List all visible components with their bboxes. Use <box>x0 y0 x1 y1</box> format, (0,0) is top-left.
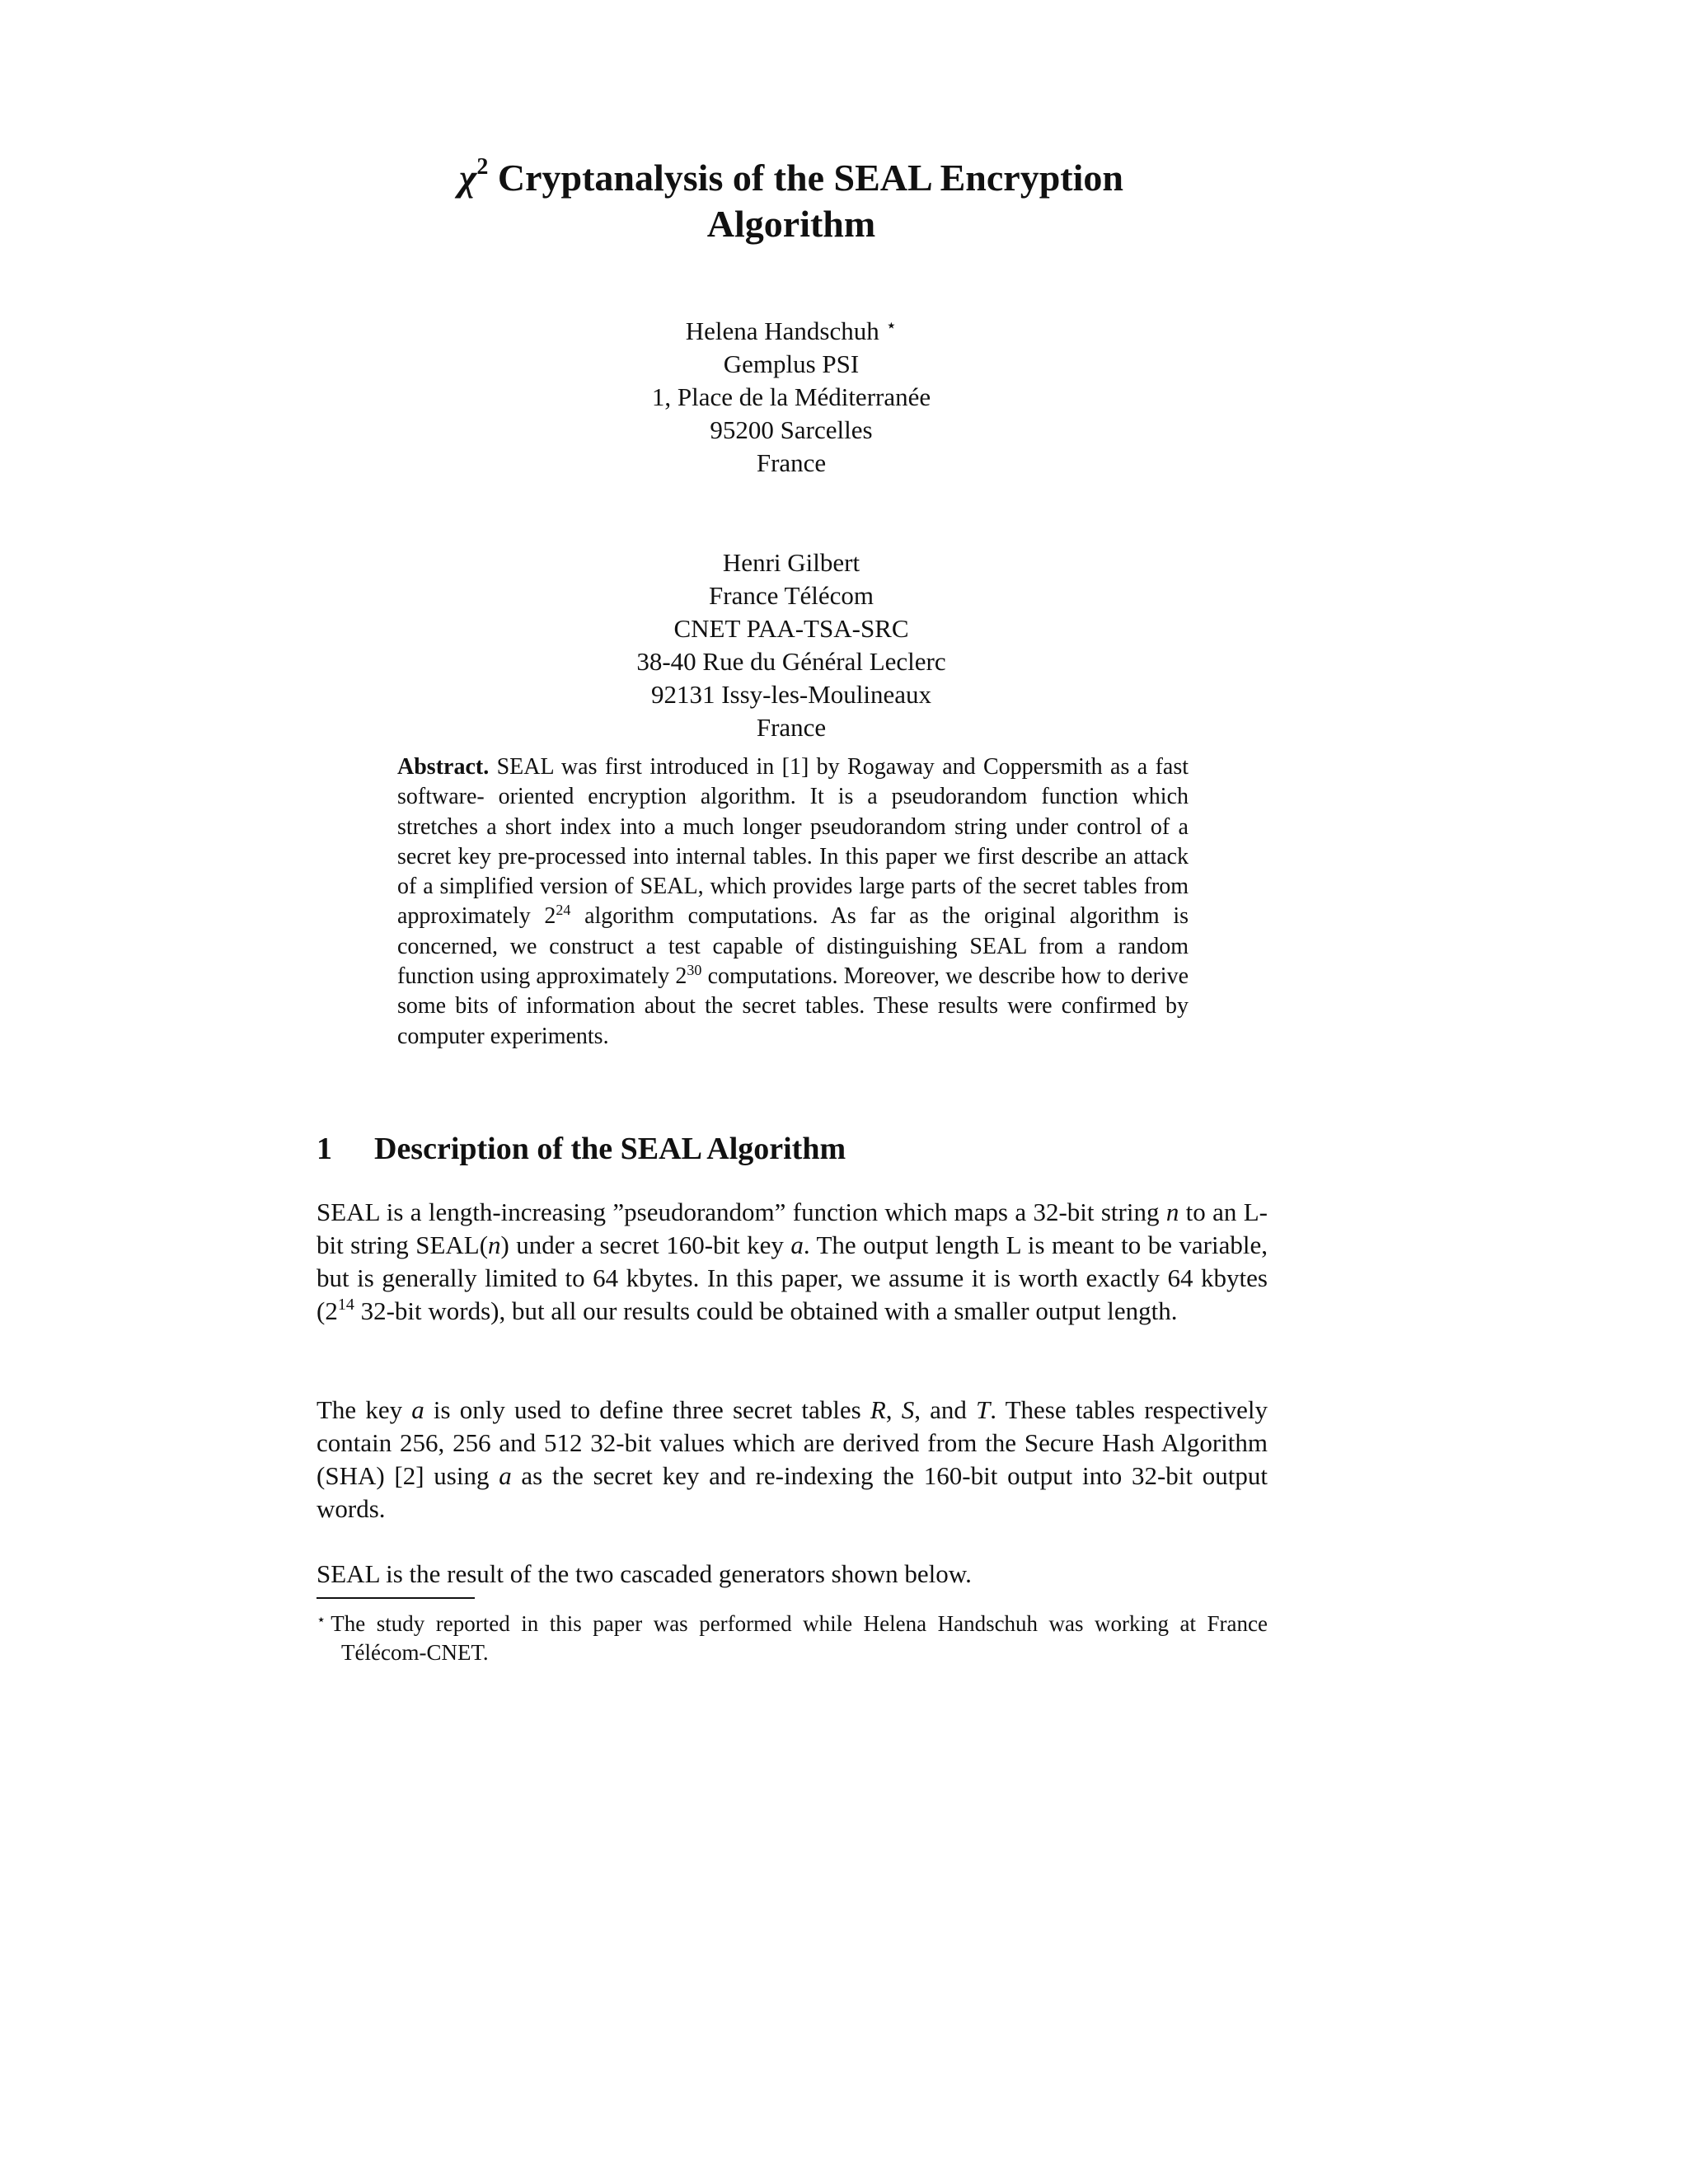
abstract-text-3: computations. Moreover, we describe how to derive some bits of information about the secret tables. These results were confirmed by computer experiments. <box>397 963 1189 1049</box>
abstract-text-1: SEAL was first introduced in [1] by Rogaway and Coppersmith as a fast software- oriented encryption algorithm. It is a pseudorandom function which stretches a short index into a much longer pseudorandom string under control of a secret key pre-processed into internal tables. In this paper we first describe an attack of a simplified version of SEAL, which provides large parts of the secret tables from approximately 2 <box>397 754 1189 930</box>
para-1-text-3: ) under a secret 160-bit key <box>500 1230 791 1259</box>
author-1-country: France <box>756 448 827 477</box>
abstract <box>397 752 1189 1052</box>
author-2-name: Henri Gilbert <box>722 548 860 577</box>
var-a: a <box>790 1230 804 1259</box>
var-n: n <box>488 1230 501 1259</box>
title-superscript: 2 <box>476 154 489 180</box>
footnote-marker: ⋆ <box>885 315 898 335</box>
paragraph-1 <box>316 1196 1268 1328</box>
para-2-text-3: , <box>885 1395 902 1424</box>
abstract-text-2: algorithm computations. As far as the original algorithm is concerned, we construct a test capable of distinguishing SEAL from a random function using approximately 2 <box>397 903 1189 990</box>
author-2-affiliation: France Télécom <box>709 581 874 610</box>
author-2-country: France <box>756 713 827 742</box>
var-n: n <box>1165 1197 1179 1226</box>
author-1-address-city: 95200 Sarcelles <box>710 415 873 444</box>
paper-title <box>313 155 1269 247</box>
para-2-text-6: as the secret key and re-indexing the 160-bit output into 32-bit output words. <box>316 1461 1268 1523</box>
title-line-2: Algorithm <box>706 203 876 245</box>
para-1-text-5: 32-bit words), but all our results could be obtained with a smaller output length. <box>354 1296 1178 1325</box>
para-1-exponent: 14 <box>337 1296 354 1314</box>
author-1-address-street: 1, Place de la Méditerranée <box>651 382 931 411</box>
title-line-1 <box>313 155 1269 201</box>
author-1-affiliation: Gemplus PSI <box>723 349 860 378</box>
var-S: S <box>901 1395 915 1424</box>
author-1-name: Helena Handschuh <box>685 316 879 345</box>
var-a: a <box>499 1461 512 1490</box>
footnote <box>316 1605 1268 1667</box>
var-R: R <box>870 1395 886 1424</box>
para-2-text-5: . These tables respectively contain 256, 256 and 512 32-bit values which are derived from the Secure Hash Algorithm (SHA) [2] using <box>316 1395 1268 1490</box>
section-heading <box>316 1131 846 1167</box>
footnote-rule <box>316 1597 475 1599</box>
para-1-text-2: to an L-bit string SEAL( <box>316 1197 1268 1259</box>
author-block-1 <box>462 309 1121 480</box>
abstract-exponent-2: 30 <box>687 962 702 979</box>
author-2-department: CNET PAA-TSA-SRC <box>673 614 909 643</box>
paragraph-3: SEAL is the result of the two cascaded generators shown below. <box>316 1559 972 1588</box>
para-1-text-1: SEAL is a length-increasing ”pseudorandom” function which maps a 32-bit string <box>316 1197 1166 1226</box>
footnote-body <box>316 1605 1268 1667</box>
para-2-text-4: , and <box>914 1395 976 1424</box>
author-2-address-city: 92131 Issy-les-Moulineaux <box>650 680 932 709</box>
abstract-exponent-1: 24 <box>556 902 571 919</box>
author-block-2 <box>462 546 1121 744</box>
footnote-marker: ⋆ <box>316 1611 326 1628</box>
chi-symbol: χ <box>458 157 477 199</box>
para-2-text-1: The key <box>316 1395 412 1424</box>
footnote-text: The study reported in this paper was performed while Helena Handschuh was working at France Télécom-CNET. <box>331 1611 1268 1665</box>
section-number: 1 <box>316 1132 332 1166</box>
author-1-name-line <box>462 309 1121 348</box>
var-T: T <box>976 1395 991 1424</box>
author-2-address-street: 38-40 Rue du Général Leclerc <box>636 647 946 676</box>
para-1-text-4: . The output length L is meant to be variable, but is generally limited to 64 kbytes. In this paper, we assume it is worth exactly 64 kbytes (2 <box>316 1230 1268 1325</box>
paragraph-2 <box>316 1394 1268 1526</box>
abstract-label: Abstract. <box>397 754 490 780</box>
title-line-1-text: Cryptanalysis of the SEAL Encryption <box>488 157 1123 199</box>
para-2-text-2: is only used to define three secret tables <box>424 1395 870 1424</box>
var-a: a <box>411 1395 424 1424</box>
section-title: Description of the SEAL Algorithm <box>374 1132 846 1166</box>
